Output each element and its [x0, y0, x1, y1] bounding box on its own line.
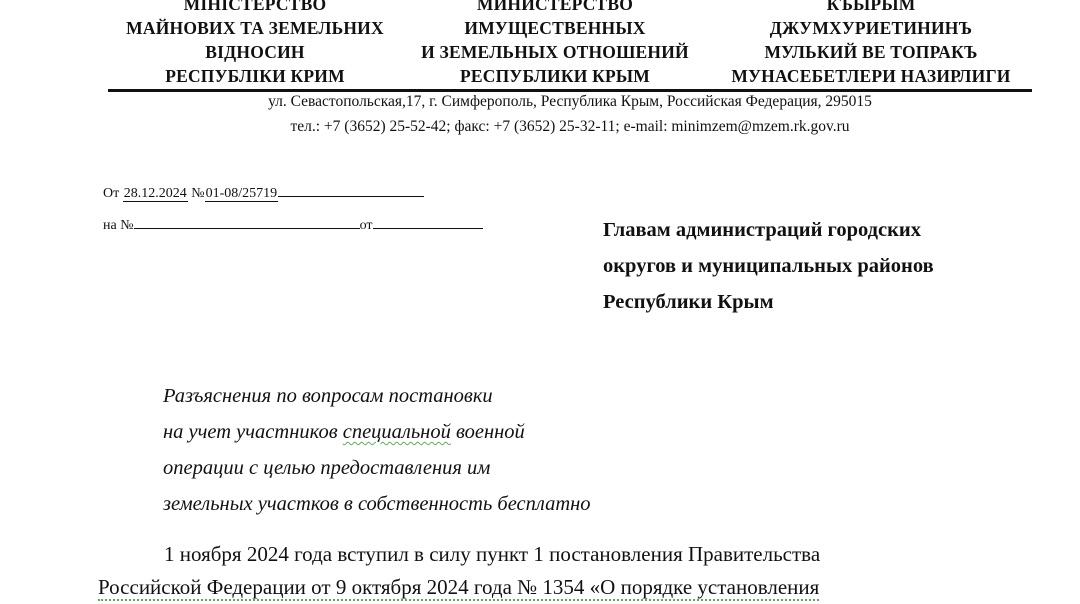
subject-fragment: военной: [450, 421, 525, 443]
postal-address: ул. Севастопольская,17, г. Симферополь, Республика Крым, Российская Федерация, 295015: [268, 93, 872, 110]
addressee-line: Республики Крым: [603, 291, 774, 313]
header-line: РЕСПУБЛИКИ КРЫМ: [460, 66, 650, 86]
body-line: [98, 571, 1003, 604]
subject-fragment: на учет участников: [163, 421, 343, 443]
letter-date: 28.12.2024: [123, 186, 187, 201]
subject-line: операции с целью предоставления им: [163, 457, 491, 479]
letter-body: [98, 538, 1003, 604]
header-line: И ЗЕМЕЛЬНЫХ ОТНОШЕНИЙ: [421, 42, 689, 62]
subject-line: [163, 414, 591, 450]
header-line: МУЛЬКИЙ ВЕ ТОПРАКЪ: [764, 42, 978, 62]
reply-number-blank: [134, 212, 360, 229]
from-label: От: [103, 186, 120, 201]
body-line-text: Российской Федерации от 9 октября 2024 года № 1354 «О порядке установления: [98, 575, 820, 599]
number-label: №: [191, 186, 205, 201]
header-ukrainian: [105, 0, 405, 88]
reply-date-blank: [373, 212, 483, 229]
reply-label: на №: [103, 218, 134, 233]
header-crimean-tatar: [706, 0, 1036, 88]
contact-info: тел.: +7 (3652) 25-52-42; факс: +7 (3652) 25-32-11; e-mail: minimzem@mzem.rk.gov.ru: [290, 118, 850, 135]
header-line: КЪЫРЫМ: [826, 0, 916, 14]
letter-subject: [163, 378, 591, 522]
header-line: МУНАСЕБЕТЛЕРИ НАЗИРЛИГИ: [731, 66, 1011, 86]
header-line: ИМУЩЕСТВЕННЫХ: [464, 18, 646, 38]
header-line: МІНІСТЕРСТВО: [183, 0, 327, 14]
reply-date-label: от: [359, 218, 373, 233]
header-russian: [400, 0, 710, 88]
addressee: [603, 212, 934, 320]
header-line: МИНИСТЕРСТВО: [476, 0, 634, 14]
subject-line: Разъяснения по вопросам постановки: [163, 385, 493, 407]
number-blank: [278, 180, 424, 197]
header-line: РЕСПУБЛІКИ КРИМ: [165, 66, 345, 86]
outgoing-reference: [103, 180, 424, 203]
header-line: ДЖУМХУРИЕТИНИНЪ: [769, 18, 973, 38]
spellcheck-word: специальной: [342, 421, 451, 443]
subject-line: земельных участков в собственность бесплатно: [163, 493, 591, 515]
header-line: ВІДНОСИН: [205, 42, 305, 62]
addressee-line: округов и муниципальных районов: [603, 255, 934, 277]
addressee-line: Главам администраций городских: [603, 219, 921, 241]
reply-reference: [103, 212, 483, 235]
body-line: 1 ноября 2024 года вступил в силу пункт 1 постановления Правительства: [164, 542, 821, 566]
header-line: МАЙНОВИХ ТА ЗЕМЕЛЬНИХ: [126, 18, 384, 38]
letter-number: 01-08/25719: [205, 186, 278, 201]
